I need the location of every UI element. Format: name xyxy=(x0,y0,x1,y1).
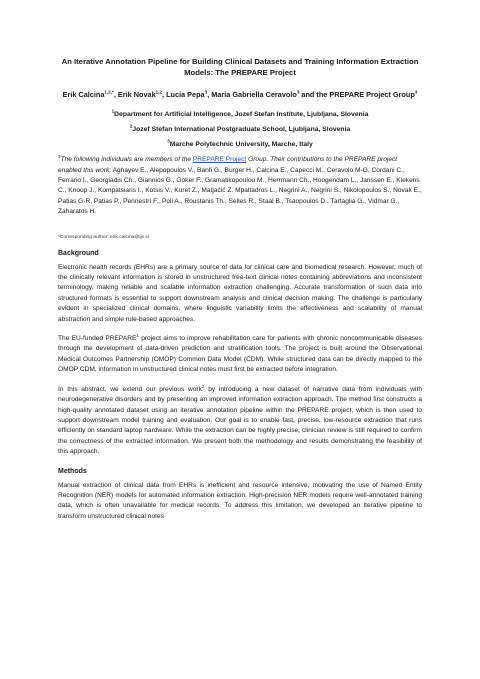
section-heading-methods: Methods xyxy=(58,467,87,475)
affiliation-mark: 1 xyxy=(111,108,115,114)
paragraph-text: by introducing a new dataset of narrative data from individuals with neurodegenerative disorders and by presenting an improved information extraction approach. The method first constructs a high-quality annotated dataset using an iterative annotation pipeline within the PREPARE project, which is then used to support downstream model training and evaluation. Our goal is to enable fast, precise, low-resource extraction that runs efficiently on standard laptop hardware. While the extraction can be highly precise, clinician review is still required to confirm the correctness of the extracted information. We present both the methodology and results demonstrating the feasibility of this approach. xyxy=(58,385,422,456)
group-members-note xyxy=(58,155,422,217)
citation-mark: 2 xyxy=(201,383,205,389)
affiliation-text: Jozef Stefan International Postgraduate School, Ljubljana, Slovenia xyxy=(132,126,351,134)
citation-mark: 1 xyxy=(136,332,139,338)
paragraph-text: In this abstract, we extend our previous work xyxy=(58,385,202,393)
affiliation xyxy=(58,110,422,119)
author-affiliation-mark: 1,2,* xyxy=(104,89,114,95)
author-list xyxy=(58,90,422,101)
section-heading-background: Background xyxy=(58,249,99,257)
note-mark: 3 xyxy=(58,154,61,160)
paragraph xyxy=(58,385,422,458)
paragraph-text: The EU-funded PREPARE xyxy=(58,335,137,343)
group-member-list: Aghayev E., Alepopoulos V., Banfi G., Burger H., Calcina E., Capecci M., Ceravolo M-G, Cordani C., Ferrario I., Georgiadis Ch., Giannios G., Goker F., Gramatikopoulou M., Herrmann Ch., Hoogendam L., Janssen E., Kiekens C., Knoop J., Kompatsiaris I., Kotsis V., Kuret Z., Matjačić Z. Mpaltadros L., Negrini A., Negrini S., Nikolopoulos S., Novak E., Patias G-R, Patias P., Pennestrì F., Poli A., Roustanis Th., Selles R., Staal B., Tsaopoulos D., Tartaglia G., Vidmar G., Zaharatos H. xyxy=(58,166,422,216)
corresponding-author: *Corresponding author: erik.calcina@ijs.si xyxy=(58,234,149,240)
paragraph: Electronic health records (EHRs) are a primary source of data for clinical care and biomedical research. However, much of the clinically relevant information is stored in unstructured free-text clinical notes containing abbreviations and inconsistent terminology, making reliable and scalable information extraction challenging. Accurate transformation of such data into structured formats is essential to support downstream analysis and clinical decision making. The challenge is particularly evident in specialized clinical domains, where linguistic variability limits the effectiveness and scalability of manual abstraction and simple rule-based approaches. xyxy=(58,263,422,323)
paragraph xyxy=(58,334,422,376)
author-name: Erik Novak xyxy=(117,90,156,100)
affiliation xyxy=(58,125,422,134)
author-name: Erik Calcina xyxy=(62,90,105,100)
affiliation-text: Marche Polytechnic University, Marche, Italy xyxy=(169,141,313,149)
author-separator: and xyxy=(299,90,317,100)
author-separator: , xyxy=(207,90,212,100)
affiliation xyxy=(58,140,422,149)
paragraph-text: project aims to improve rehabilitation care for patients with chronic noncommunicable diseases through the development of data-driven prediction and stratification tools. The project is built around the Observational Medical Outcomes Partnership (OMOP) Common Data Model (CDM). While structured data can be directly mapped to the OMOP CDM, information in unstructured clinical notes must first be extracted before integration. xyxy=(58,335,422,374)
affiliation-mark: 3 xyxy=(167,138,170,144)
author-affiliation-mark: 3 xyxy=(204,89,208,95)
author-name: the PREPARE Project Group xyxy=(316,90,415,100)
affiliation-mark: 2 xyxy=(129,123,133,129)
author-affiliation-mark: 1,2 xyxy=(155,89,163,95)
affiliation-text: Department for Artificial Intelligence, Jozef Stefan Institute, Ljubljana, Slovenia xyxy=(114,111,369,119)
author-name: Lucia Pepa xyxy=(166,90,205,100)
paragraph: Manual extraction of clinical data from EHRs is inefficient and resource intensive, motivating the use of Named Entity Recognition (NER) models for automated information extraction. High-precision NER models require well-annotated training data, which is often unavailable for medical records. To address this limitation, we developed an iterative pipeline to transform unstructured clinical notes xyxy=(58,481,422,520)
note-intro-end: Group. Their contributions to the PREPARE project enabled this work: xyxy=(58,156,398,174)
author-name: Maria Gabriella Ceravolo xyxy=(211,90,297,100)
author-affiliation-mark: 3 xyxy=(414,89,418,95)
author-separator: , xyxy=(162,90,167,100)
author-separator: , xyxy=(113,90,118,100)
note-intro: The following individuals are members of the xyxy=(60,156,193,164)
author-affiliation-mark: 3 xyxy=(296,89,300,95)
paper-title: An Iterative Annotation Pipeline for Building Clinical Datasets and Training Information Extraction Models: The PREPARE Project xyxy=(61,57,419,78)
prepare-project-link[interactable]: PREPARE Project xyxy=(192,156,247,164)
